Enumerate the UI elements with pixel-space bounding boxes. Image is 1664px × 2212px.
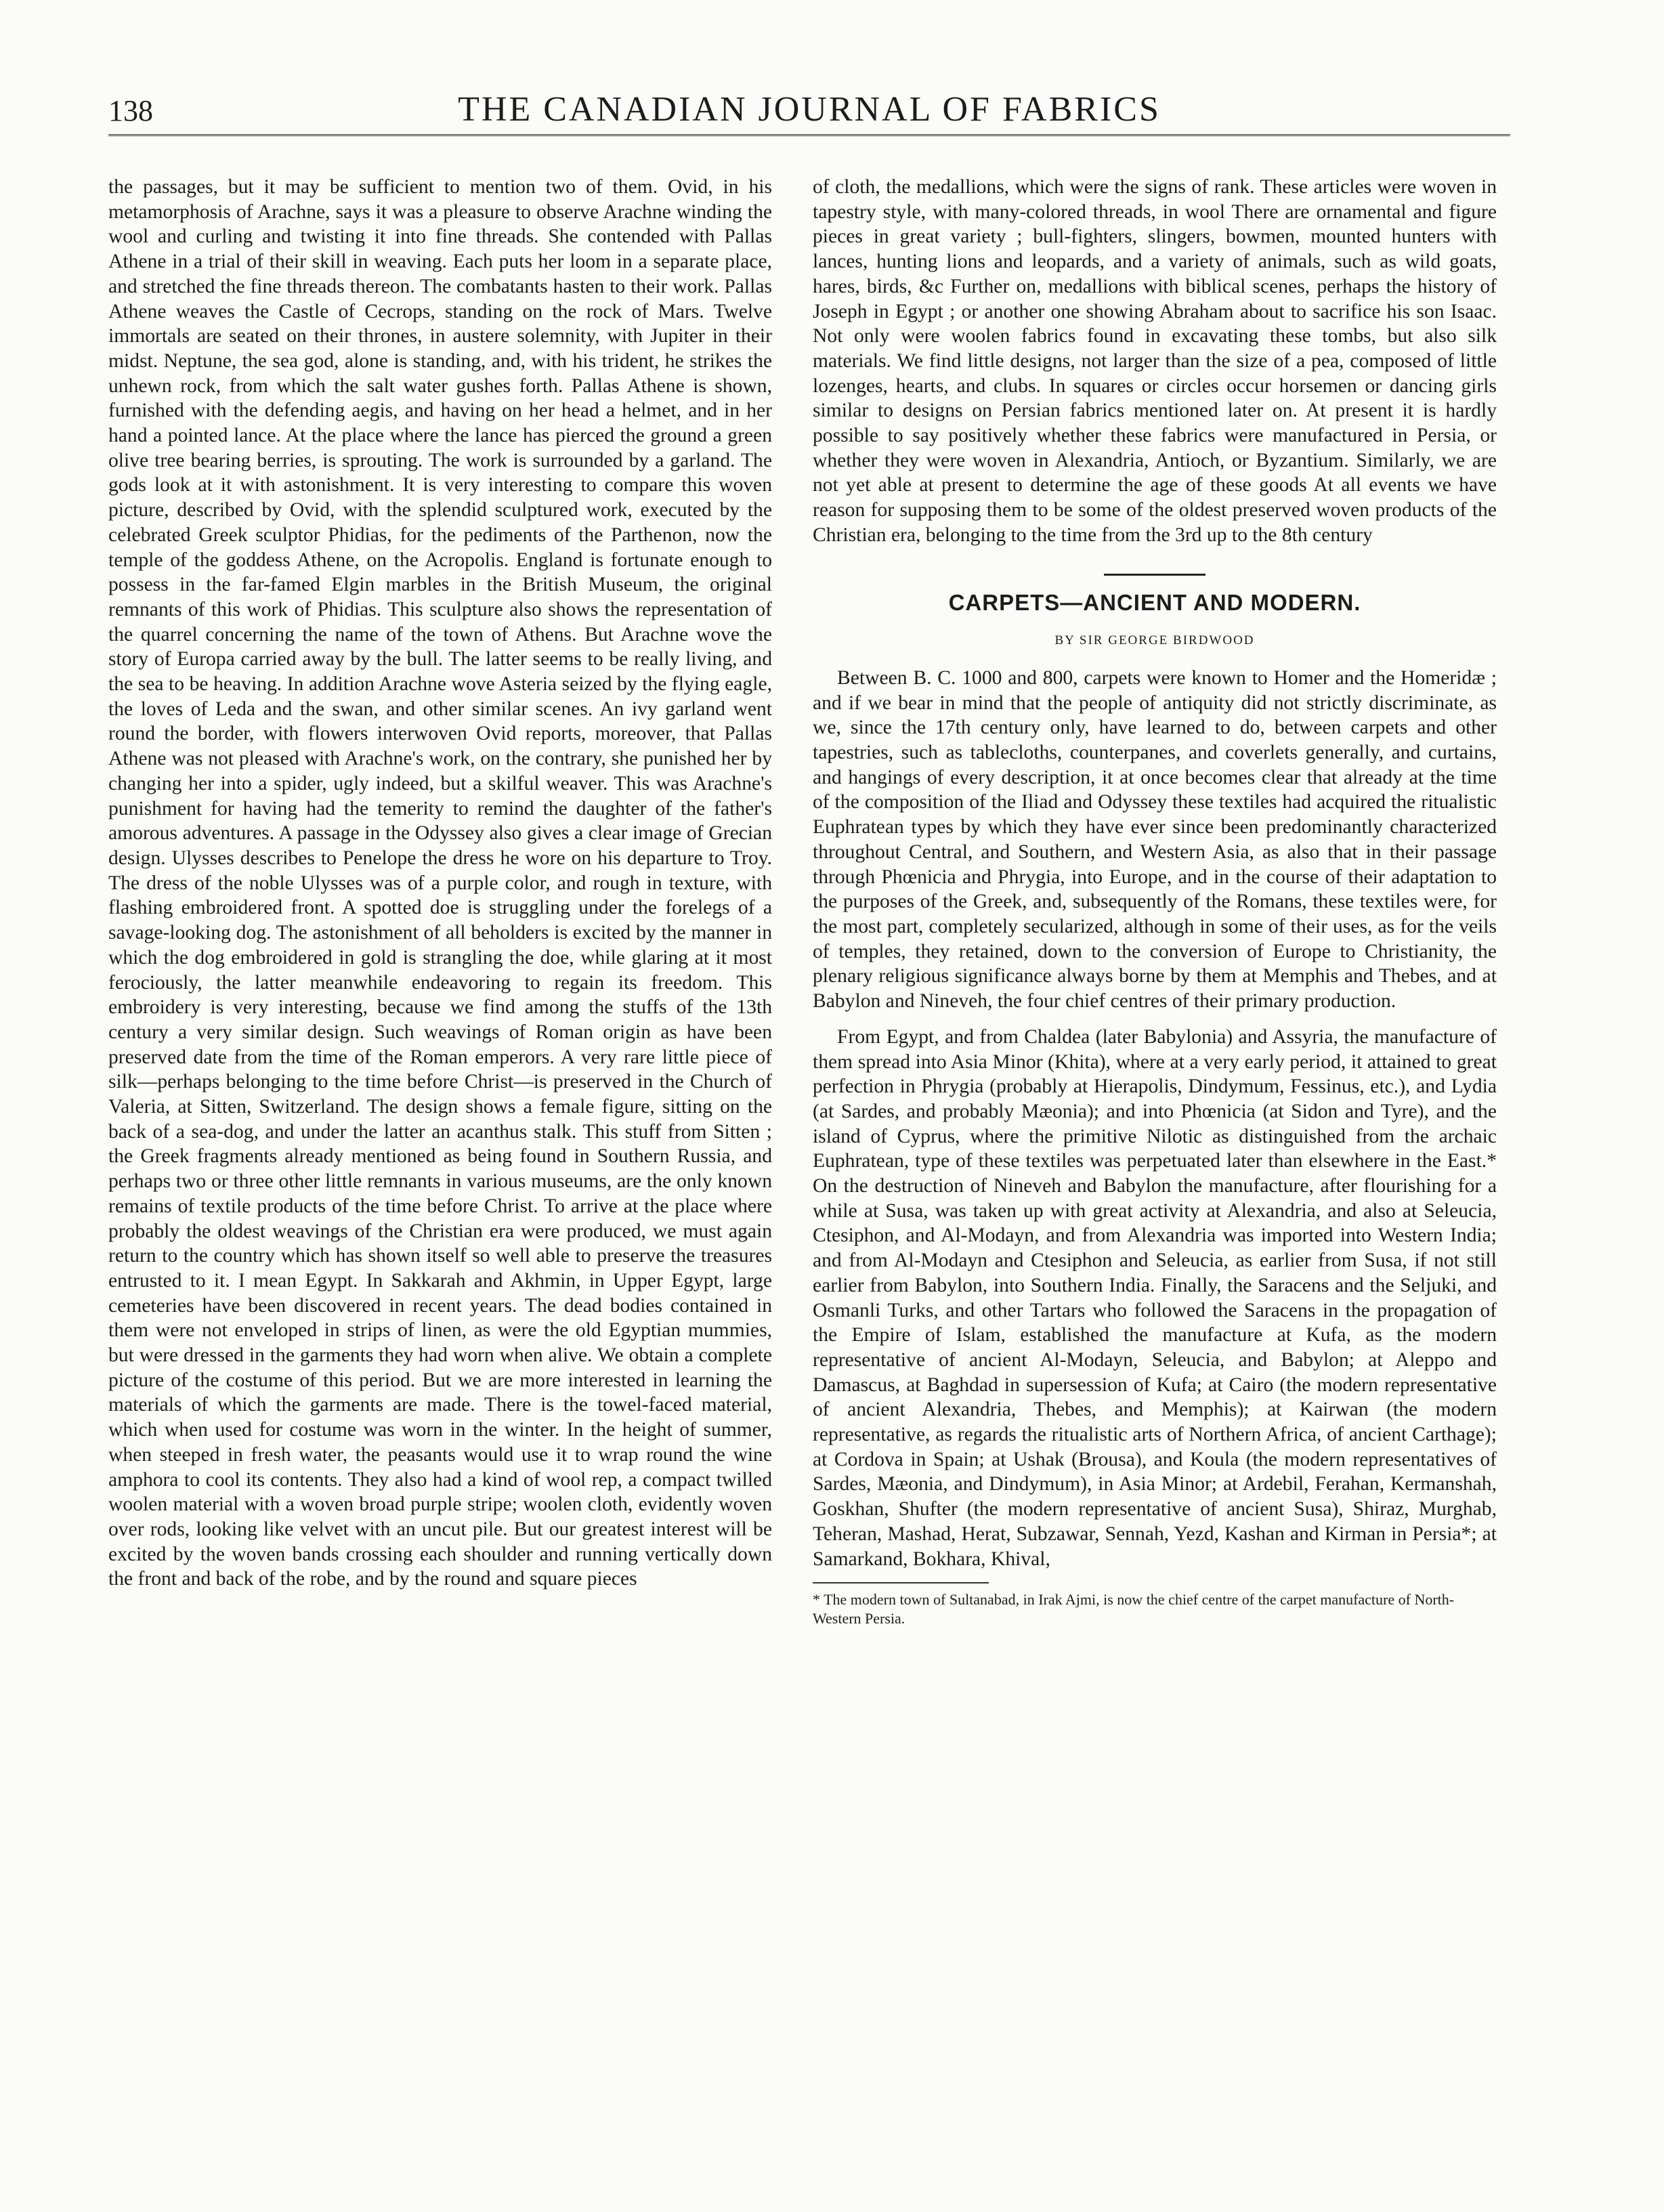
page-number: 138: [108, 94, 153, 127]
article-title: CARPETS—ANCIENT AND MODERN.: [948, 589, 1361, 615]
page-header: [108, 87, 1510, 134]
body-paragraph: Between B. C. 1000 and 800, carpets were known to Homer and the Homeridæ ; and if we bear in mind that the people of antiquity did not strictly discriminate, as we, since the 17th century only, have learned to do, between carpets and other tapestries, such as tablecloths, counterpanes, and coverlets generally, and curtains, and hangings of every description, it at once becomes clear that already at the time of the composition of the Iliad and Odyssey these textiles had acquired the ritualistic Euphratean types by which they have ever since been predominantly characterized throughout Central, and Southern, and Western Asia, as also that in their passage through Phœnicia and Phrygia, into Europe, and in the course of their adaptation to the purposes of the Greek, and, subsequently of the Romans, these textiles were, for the most part, completely secularized, although in some of their uses, as for the veils of temples, they retained, down to the conversion of Europe to Christianity, the plenary religious significance always borne by them at Memphis and Thebes, and at Babylon and Nineveh, the four chief centres of their primary production.: [813, 666, 1497, 1013]
right-column: [813, 175, 1497, 1628]
body-paragraph: From Egypt, and from Chaldea (later Babylonia) and Assyria, the manufacture of them spread into Asia Minor (Khita), where at a very early period, it attained to great perfection in Phrygia (probably at Hierapolis, Dindymum, Fessinus, etc.), and Lydia (at Sardes, and probably Mæonia); and into Phœnicia (at Sidon and Tyre), and the island of Cyprus, where the primitive Nilotic as distinguished from the archaic Euphratean, type of these textiles was perpetuated later than elsewhere in the East.* On the destruction of Nineveh and Babylon the manufacture, after flourishing for a while at Susa, was taken up with great activity at Alexandria, and also at Seleucia, Ctesiphon, and Al-Modayn, and from Alexandria was imported into Western India; and from Al-Modayn and Ctesiphon and Seleucia, as earlier from Susa, if not still earlier from Babylon, into Southern India. Finally, the Saracens and the Seljuki, and Osmanli Turks, and other Tartars who followed the Saracens in the propagation of the Empire of Islam, established the manufacture at Kufa, as the modern representative of ancient Al-Modayn, Seleucia, and Babylon; at Aleppo and Damascus, at Baghdad in supersession of Kufa; at Cairo (the modern representative of ancient Alexandria, Thebes, and Memphis); at Kairwan (the modern representative, as regards the ritualistic arts of Northern Africa, of ancient Carthage); at Cordova in Spain; at Ushak (Brousa), and Koula (the modern representatives of Sardes, Mæonia, and Dindymum), in Asia Minor; at Ardebil, Ferahan, Kermanshah, Goskhan, Shufter (the modern representative of ancient Susa), Shiraz, Murghab, Teheran, Mashad, Herat, Subzawar, Sennah, Yezd, Kashan and Kirman in Persia*; at Samarkand, Bokhara, Khival,: [813, 1025, 1497, 1570]
body-paragraph: the passages, but it may be sufficient to mention two of them. Ovid, in his metamorphosis of Arachne, says it was a pleasure to observe Arachne winding the wool and curling and twisting it into fine threads. She contended with Pallas Athene in a trial of their skill in weaving. Each puts her loom in a separate place, and stretched the fine threads thereon. The combatants hasten to their work. Pallas Athene weaves the Castle of Cecrops, standing on the rock of Mars. Twelve immortals are seated on their thrones, in austere solemnity, with Jupiter in their midst. Neptune, the sea god, alone is standing, and, with his trident, he strikes the unhewn rock, from which the salt water gushes forth. Pallas Athene is shown, furnished with the defending aegis, and having on her head a helmet, and in her hand a pointed lance. At the place where the lance has pierced the ground a green olive tree bearing berries, is sprouting. The work is surrounded by a garland. The gods look at it with astonishment. It is very interesting to compare this woven picture, described by Ovid, with the splendid sculptured work, executed by the celebrated Greek sculptor Phidias, for the pediments of the Parthenon, now the temple of the goddess Athene, on the Acropolis. England is fortunate enough to possess in the far-famed Elgin marbles in the British Museum, the original remnants of this work of Phidias. This sculpture also shows the representation of the quarrel concerning the name of the town of Athens. But Arachne wove the story of Europa carried away by the bull. The latter seems to be really living, and the sea to be heaving. In addition Arachne wove Asteria seized by the flying eagle, the loves of Leda and the swan, and other similar scenes. An ivy garland went round the border, with flowers interwoven Ovid reports, moreover, that Pallas Athene was not pleased with Arachne's work, on the contrary, she punished her by changing her into a spider, ugly indeed, but a skilful weaver. This was Arachne's punishment for having had the temerity to remind the daughter of the father's amorous adventures. A passage in the Odyssey also gives a clear image of Grecian design. Ulysses describes to Penelope the dress he wore on his departure to Troy. The dress of the noble Ulysses was of a purple color, and rough in texture, with flashing embroidered front. A spotted doe is struggling under the forelegs of a savage-looking dog. The astonishment of all beholders is excited by the manner in which the dog embroidered in gold is strangling the doe, while glaring at it most ferociously, the latter meanwhile endeavoring to regain its freedom. This embroidery is very interesting, because we find among the stuffs of the 13th century a very similar design. Such weavings of Roman origin as have been preserved date from the time of the Roman emperors. A very rare little piece of silk—perhaps belonging to the time before Christ—is preserved in the Church of Valeria, at Sitten, Switzerland. The design shows a female figure, sitting on the back of a sea-dog, and under the latter an acanthus stalk. This stuff from Sitten ; the Greek fragments already mentioned as being found in Southern Russia, and perhaps two or three other little remnants in various museums, are the only known remains of textile products of the time before Christ. To arrive at the place where probably the oldest weavings of the Christian era were produced, we must again return to the country which has shown itself so well able to preserve the treasures entrusted to it. I mean Egypt. In Sakkarah and Akhmin, in Upper Egypt, large cemeteries have been discovered in recent years. The dead bodies contained in them were not enveloped in strips of linen, as were the old Egyptian mummies, but were dressed in the garments they had worn when alive. We obtain a complete picture of the costume of this period. But we are more interested in learning the materials of which the garments are made. There is the towel-faced material, which when used for costume was worn in the winter. In the height of summer, when steeped in fresh water, the peasants would use it to wrap round the wine amphora to cool its contents. They also had a kind of wool rep, a compact twilled woolen material with a woven broad purple stripe; woolen cloth, evidently woven over rods, looking like velvet with an uncut pile. But our greatest interest will be excited by the woven bands crossing each shoulder and running vertically down the front and back of the robe, and by the round and square pieces: [108, 176, 772, 1590]
body-paragraph: of cloth, the medallions, which were the signs of rank. These articles were woven in tapestry style, with many-colored threads, in wool There are ornamental and figure pieces in great variety ; bull-fighters, slingers, bowmen, mounted hunters with lances, hunting lions and leopards, and a variety of animals, such as wild goats, hares, birds, &c Further on, medallions with biblical scenes, perhaps the history of Joseph in Egypt ; or another one showing Abraham about to sacrifice his son Isaac. Not only were woolen fabrics found in excavating these tombs, but also silk materials. We find little designs, not larger than the size of a pea, composed of little lozenges, hearts, and clubs. In squares or circles occur horsemen or dancing girls similar to designs on Persian fabrics mentioned later on. At present it is hardly possible to say positively whether these fabrics were manufactured in Persia, or whether they were woven in Alexandria, Antioch, or Byzantium. Similarly, we are not yet able at present to determine the age of these goods At all events we have reason for supposing them to be some of the oldest preserved woven products of the Christian era, belonging to the time from the 3rd up to the 8th century: [813, 176, 1497, 546]
header-rule: [108, 134, 1510, 136]
left-column: [108, 175, 772, 1592]
footnote-rule: [813, 1582, 989, 1583]
footnote: * The modern town of Sultanabad, in Irak Ajmi, is now the chief centre of the carpet manufacture of North-Western Persia.: [813, 1591, 1455, 1628]
journal-title: THE CANADIAN JOURNAL OF FABRICS: [458, 90, 1161, 129]
section-divider: [1104, 574, 1206, 576]
article-byline: BY SIR GEORGE BIRDWOOD: [1054, 633, 1255, 648]
